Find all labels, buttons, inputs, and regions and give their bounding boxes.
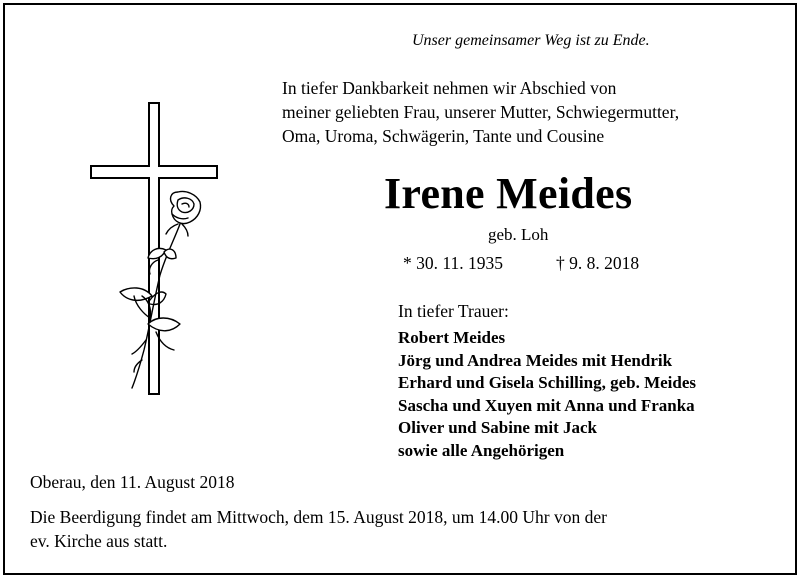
intro-line: In tiefer Dankbarkeit nehmen wir Abschied von — [282, 78, 617, 98]
funeral-info — [30, 505, 607, 553]
motto: Unser gemeinsamer Weg ist zu Ende. — [412, 32, 650, 49]
mourner-line: Erhard und Gisela Schilling, geb. Meides — [398, 373, 697, 393]
deceased-name: Irene Meides — [384, 169, 633, 218]
intro-text — [282, 76, 679, 148]
intro-line: meiner geliebten Frau, unserer Mutter, Schwiegermutter, — [282, 102, 680, 122]
birth-date: * 30. 11. 1935 — [403, 253, 503, 273]
cross-with-rose-icon — [86, 100, 226, 400]
place-date: Oberau, den 11. August 2018 — [30, 472, 235, 492]
funeral-line: ev. Kirche aus statt. — [30, 531, 168, 551]
mourner-line: Sascha und Xuyen mit Anna und Franka — [398, 395, 695, 415]
funeral-line: Die Beerdigung findet am Mittwoch, dem 15. August 2018, um 14.00 Uhr von der — [30, 507, 607, 527]
intro-line: Oma, Uroma, Schwägerin, Tante und Cousine — [282, 126, 605, 146]
mourner-line: Oliver und Sabine mit Jack — [398, 418, 597, 438]
death-date: † 9. 8. 2018 — [556, 253, 640, 273]
mourner-line: sowie alle Angehörigen — [398, 440, 565, 460]
birth-name: geb. Loh — [488, 225, 549, 244]
mourning-intro: In tiefer Trauer: — [398, 301, 509, 321]
mourner-line: Robert Meides — [398, 328, 506, 347]
mourner-line: Jörg und Andrea Meides mit Hendrik — [398, 350, 673, 370]
mourners-list — [398, 327, 696, 463]
